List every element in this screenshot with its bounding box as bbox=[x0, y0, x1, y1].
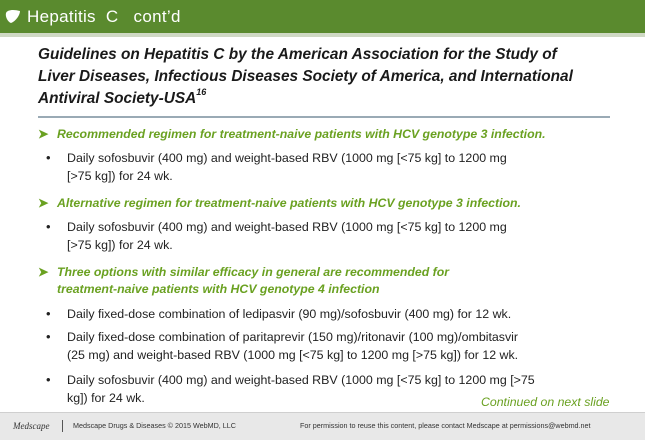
liver-icon bbox=[5, 9, 21, 24]
bullet-line: kg]) for 24 wk. bbox=[67, 391, 145, 405]
bullet-dot-icon: • bbox=[46, 219, 51, 234]
arrow-bullet-icon: ➤ bbox=[38, 127, 49, 141]
section-heading-text: treatment-naive patients with HCV genotype 4 infection bbox=[57, 282, 380, 296]
bullet-line: Daily sofosbuvir (400 mg) and weight-based RBV (1000 mg [<75 kg] to 1200 mg bbox=[67, 151, 507, 165]
arrow-bullet-icon: ➤ bbox=[38, 265, 49, 279]
guidelines-line-1: Guidelines on Hepatitis C by the American Association for the Study of bbox=[38, 46, 557, 63]
bullet-dot-icon: • bbox=[46, 329, 51, 344]
slide-footer bbox=[0, 412, 645, 440]
bullet-dot-icon: • bbox=[46, 306, 51, 321]
section-heading-text: Three options with similar efficacy in general are recommended for bbox=[57, 265, 450, 279]
slide-title: Hepatitis C cont’d bbox=[27, 7, 181, 26]
bullet-dot-icon: • bbox=[46, 372, 51, 387]
bullet-line: [>75 kg]) for 24 wk. bbox=[67, 169, 173, 183]
reference-number: 16 bbox=[196, 87, 207, 97]
bullet-line: Daily fixed-dose combination of ledipasvir (90 mg)/sofosbuvir (400 mg) for 12 wk. bbox=[67, 307, 512, 321]
medscape-logo: Medscape bbox=[13, 421, 50, 431]
divider-rule bbox=[38, 116, 610, 118]
guidelines-line-2: Liver Diseases, Infectious Diseases Society of America, and International bbox=[38, 68, 573, 85]
guidelines-org: Antiviral Society-USA bbox=[38, 90, 197, 107]
section-heading-text: Alternative regimen for treatment-naive patients with HCV genotype 3 infection. bbox=[57, 196, 521, 210]
bullet-line: Daily sofosbuvir (400 mg) and weight-based RBV (1000 mg [<75 kg] to 1200 mg [>75 bbox=[67, 373, 535, 387]
continued-note: Continued on next slide bbox=[481, 395, 610, 409]
footer-copyright: Medscape Drugs & Diseases © 2015 WebMD, LLC bbox=[73, 421, 236, 430]
slide-header bbox=[0, 0, 645, 34]
footer-separator bbox=[62, 420, 63, 432]
bullet-line: Daily sofosbuvir (400 mg) and weight-based RBV (1000 mg [<75 kg] to 1200 mg bbox=[67, 220, 507, 234]
bullet-line: Daily fixed-dose combination of paritaprevir (150 mg)/ritonavir (100 mg)/ombitasvir bbox=[67, 330, 519, 344]
guidelines-heading bbox=[38, 44, 638, 110]
arrow-bullet-icon: ➤ bbox=[38, 196, 49, 210]
bullet-line: [>75 kg]) for 24 wk. bbox=[67, 238, 173, 252]
section-heading-text: Recommended regimen for treatment-naive patients with HCV genotype 3 infection. bbox=[57, 127, 546, 141]
bullet-dot-icon: • bbox=[46, 150, 51, 165]
footer-permission: For permission to reuse this content, please contact Medscape at permissions@webmd.net bbox=[300, 421, 591, 430]
header-divider bbox=[0, 33, 645, 37]
bullet-line: (25 mg) and weight-based RBV (1000 mg [<75 kg] to 1200 mg [>75 kg]) for 12 wk. bbox=[67, 348, 519, 362]
guidelines-line-3 bbox=[38, 88, 638, 110]
